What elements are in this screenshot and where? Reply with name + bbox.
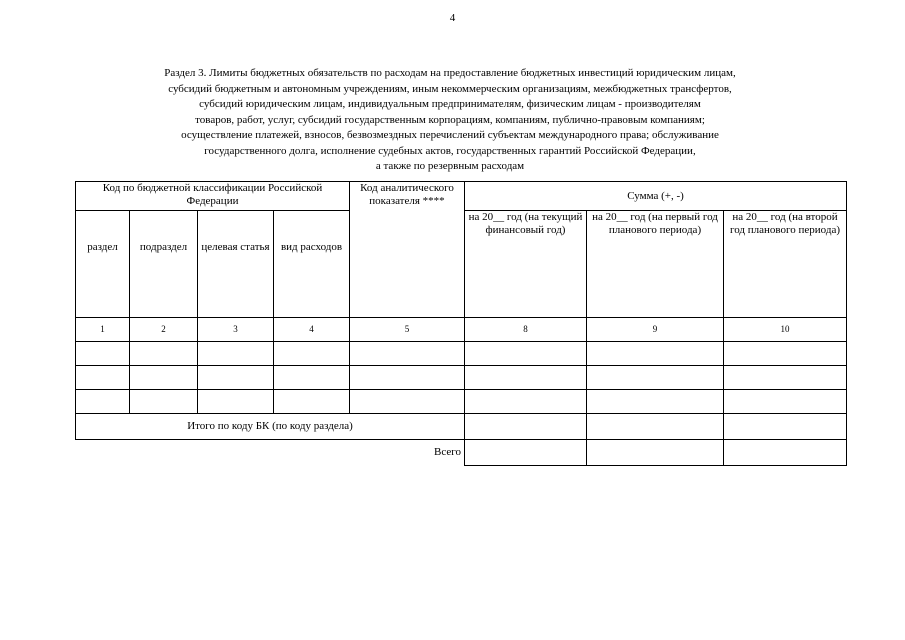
year-plan-2-header: на 20__ год (на второй год планового периода) (724, 211, 847, 318)
table-cell (274, 366, 350, 390)
column-number-row (76, 318, 847, 342)
total-by-code-row (76, 414, 847, 440)
grand-total-cell (465, 440, 587, 466)
table-cell (130, 342, 198, 366)
table-cell (724, 342, 847, 366)
column-number: 2 (130, 318, 198, 342)
grand-total-cell (724, 440, 847, 466)
table-cell (350, 342, 465, 366)
column-number: 3 (198, 318, 274, 342)
table-cell (198, 342, 274, 366)
column-number: 9 (587, 318, 724, 342)
table-row (76, 390, 847, 414)
total-by-code-cell (587, 414, 724, 440)
table-cell (587, 342, 724, 366)
limits-table (75, 181, 847, 466)
grand-total-cell (587, 440, 724, 466)
table-cell (274, 342, 350, 366)
celevaya-statya-header: целевая статья (198, 211, 274, 318)
table-cell (465, 342, 587, 366)
grand-total-label: Всего (434, 446, 461, 459)
sum-header: Сумма (+, -) (465, 182, 847, 211)
heading-line: субсидий юридическим лицам, индивидуальным предпринимателям, физическим лицам - производителям (199, 98, 701, 110)
heading-line: государственного долга, исполнение судебных актов, государственных гарантий Российской Федерации, (204, 144, 696, 157)
grand-total-row (76, 440, 847, 466)
table-cell (76, 390, 130, 414)
vid-rashodov-header: вид расходов (274, 211, 350, 318)
table-cell (350, 366, 465, 390)
table-cell (76, 366, 130, 390)
budget-classification-header: Код по бюджетной классификации Российской Федерации (76, 182, 350, 211)
table-row (76, 366, 847, 390)
analytic-code-header: Код аналитического показателя **** (350, 182, 465, 318)
table-cell (465, 390, 587, 414)
table-cell (587, 390, 724, 414)
table-cell (465, 366, 587, 390)
year-plan-1-header: на 20__ год (на первый год планового периода) (587, 211, 724, 318)
table-cell (198, 366, 274, 390)
section-heading (100, 66, 800, 175)
razdel-header: раздел (76, 211, 130, 318)
heading-line: субсидий бюджетным и автономным учреждениям, иным некоммерческим организациям, межбюджетных трансфертов, (168, 82, 732, 95)
heading-line: а также по резервным расходам (375, 160, 525, 172)
heading-line: осуществление платежей, взносов, безвозмездных перечислений субъектам международного права; обслуживание (181, 129, 719, 141)
table-cell (198, 390, 274, 414)
table-cell (274, 390, 350, 414)
table-cell (724, 366, 847, 390)
table-cell (724, 390, 847, 414)
table-cell (587, 366, 724, 390)
table-cell (130, 366, 198, 390)
year-current-header: на 20__ год (на текущий финансовый год) (465, 211, 587, 318)
total-by-code-cell (724, 414, 847, 440)
table-cell (76, 342, 130, 366)
heading-line: Раздел 3. Лимиты бюджетных обязательств по расходам на предоставление бюджетных инвестиций юридическим лицам, (164, 67, 736, 79)
page-number: 4 (449, 12, 456, 24)
column-number: 1 (76, 318, 130, 342)
heading-line: товаров, работ, услуг, субсидий государственным корпорациям, компаниям, публично-правовым компаниям; (195, 113, 705, 126)
column-number: 5 (350, 318, 465, 342)
column-number: 8 (465, 318, 587, 342)
total-by-code-label: Итого по коду БК (по коду раздела) (76, 414, 465, 440)
podrazdel-header: подраздел (130, 211, 198, 318)
table-row (76, 342, 847, 366)
column-number: 4 (274, 318, 350, 342)
table-cell (130, 390, 198, 414)
column-number: 10 (724, 318, 847, 342)
table-cell (350, 390, 465, 414)
total-by-code-cell (465, 414, 587, 440)
